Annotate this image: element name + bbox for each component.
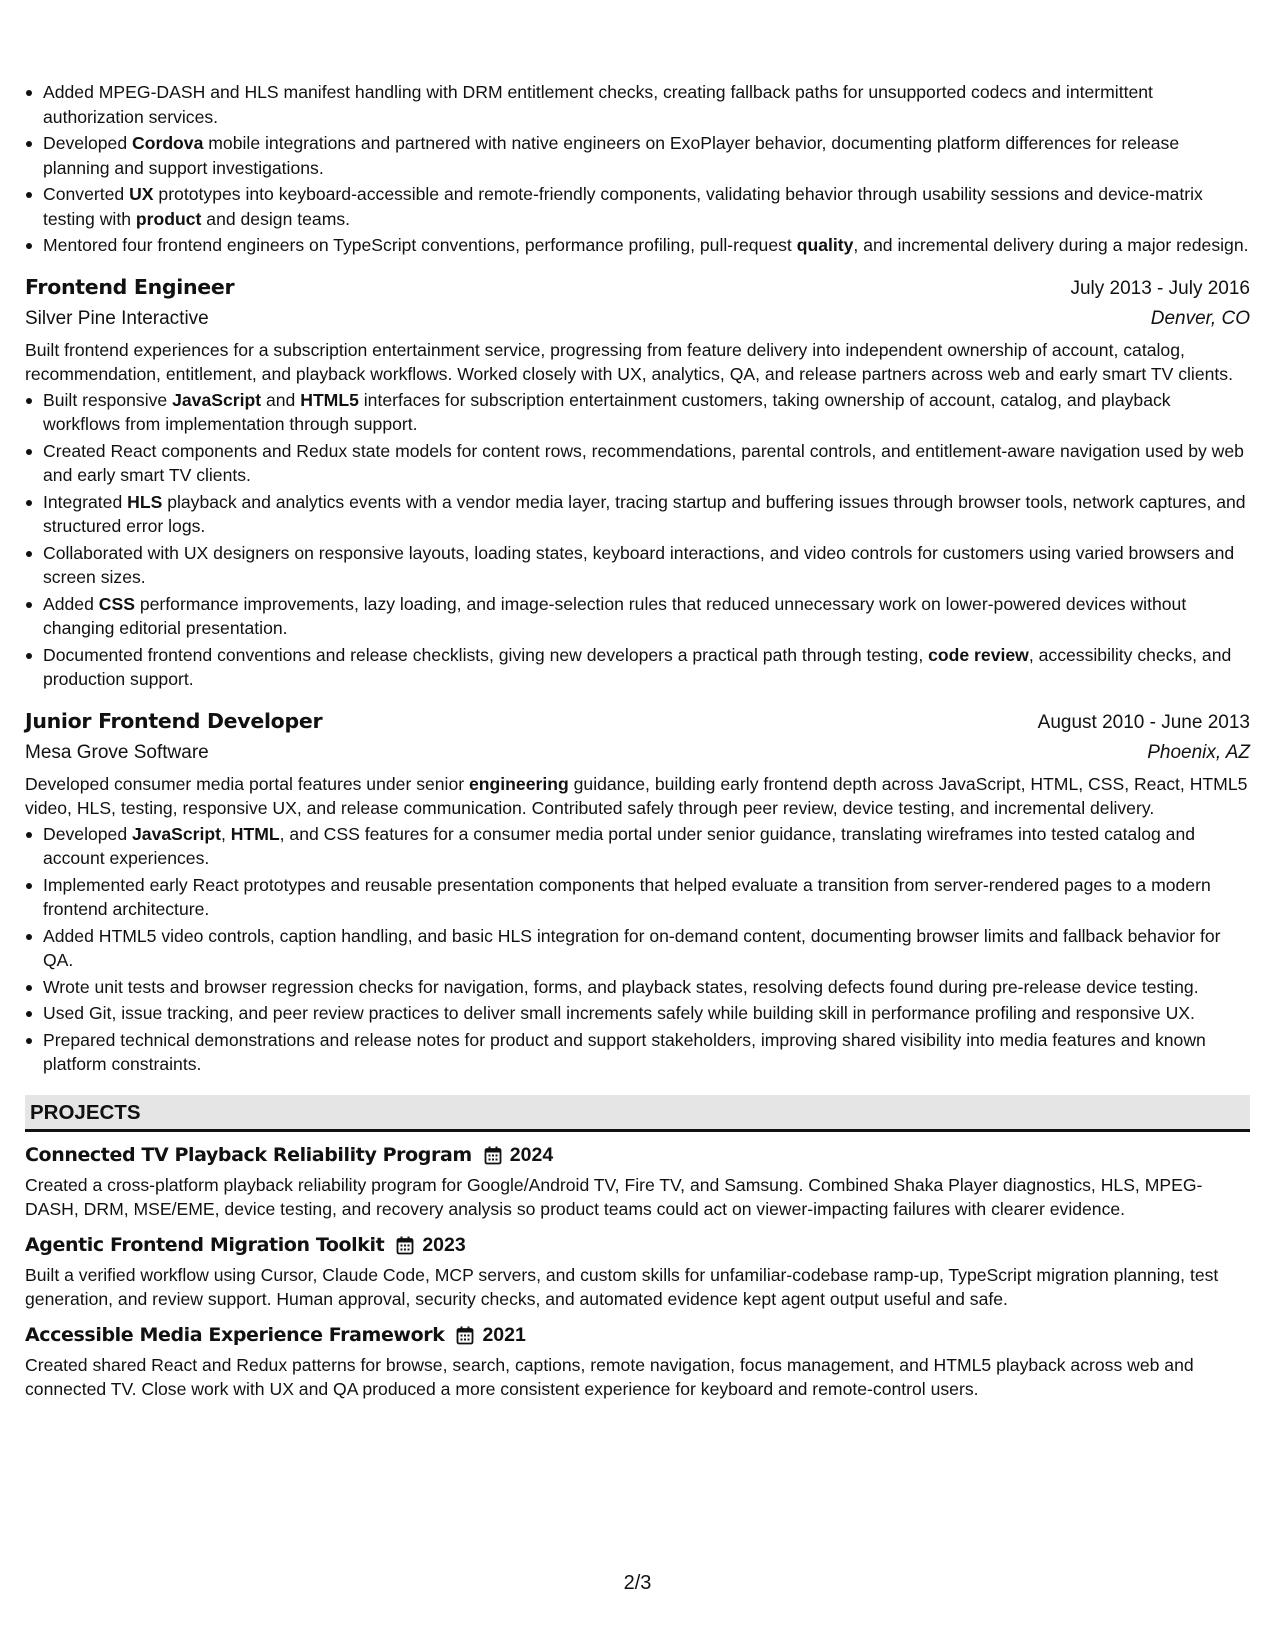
project-description: Created a cross-platform playback reliability program for Google/Android TV, Fire TV, and Samsung. Combined Shaka Player diagnostics, HLS, MPEG-DASH, DRM, MSE/EME, device testing, and recovery analysis so product teams could act on viewer-impacting failures with clearer evidence. bbox=[25, 1174, 1203, 1219]
bullet-item: Converted UX prototypes into keyboard-accessible and remote-friendly components, validating behavior through usability sessions and device-matrix testing with product and design teams. bbox=[25, 182, 1250, 231]
bullet-item: Added HTML5 video controls, caption handling, and basic HLS integration for on-demand content, documenting browser limits and fallback behavior for QA. bbox=[25, 924, 1250, 973]
project-entry bbox=[25, 1321, 1250, 1402]
project-entry bbox=[25, 1231, 1250, 1312]
job-title: Junior Frontend Developer bbox=[25, 708, 323, 733]
bullet-item: Built responsive JavaScript and HTML5 interfaces for subscription entertainment customers, taking ownership of account, catalog, and playback workflows from implementation through support. bbox=[25, 388, 1250, 437]
job-dates: August 2010 - June 2013 bbox=[1037, 711, 1250, 733]
project-year: 2021 bbox=[482, 1324, 526, 1347]
bullet-item: Collaborated with UX designers on responsive layouts, loading states, keyboard interactions, and video controls for customers using varied browsers and screen sizes. bbox=[25, 541, 1250, 590]
project-year: 2023 bbox=[422, 1234, 466, 1257]
job-header bbox=[25, 272, 1250, 304]
project-header bbox=[25, 1231, 1250, 1261]
calendar-icon bbox=[456, 1326, 474, 1345]
bullet-item: Developed Cordova mobile integrations and partnered with native engineers on ExoPlayer behavior, documenting platform differences for release planning and support investigations. bbox=[25, 131, 1250, 180]
bullet-item: Added MPEG-DASH and HLS manifest handling with DRM entitlement checks, creating fallback paths for unsupported codecs and intermittent authorization services. bbox=[25, 80, 1250, 129]
bullet-item: Prepared technical demonstrations and release notes for product and support stakeholders, improving shared visibility into media features and known platform constraints. bbox=[25, 1028, 1250, 1077]
job-bullets bbox=[25, 822, 1250, 1077]
project-header bbox=[25, 1321, 1250, 1351]
project-description: Created shared React and Redux patterns for browse, search, captions, remote navigation, focus management, and HTML5 playback across web and connected TV. Close work with UX and QA produced a more consistent experience for keyboard and remote-control users. bbox=[25, 1354, 1194, 1399]
job-location: Denver, CO bbox=[1150, 307, 1250, 329]
page-number: 2/3 bbox=[623, 1572, 652, 1594]
bullet-item: Wrote unit tests and browser regression checks for navigation, forms, and playback states, resolving defects found during pre-release device testing. bbox=[25, 975, 1250, 1000]
project-name: Accessible Media Experience Framework bbox=[25, 1324, 445, 1347]
bullet-item: Mentored four frontend engineers on TypeScript conventions, performance profiling, pull-request quality, and incremental delivery during a major redesign. bbox=[25, 233, 1250, 258]
projects-section-heading: PROJECTS bbox=[25, 1095, 1250, 1132]
bullet-item: Used Git, issue tracking, and peer review practices to deliver small increments safely while building skill in performance profiling and responsive UX. bbox=[25, 1001, 1250, 1026]
bullet-item: Documented frontend conventions and release checklists, giving new developers a practical path through testing, code review, accessibility checks, and production support. bbox=[25, 643, 1250, 692]
bullet-item: Added CSS performance improvements, lazy loading, and image-selection rules that reduced unnecessary work on lower-powered devices without changing editorial presentation. bbox=[25, 592, 1250, 641]
bullet-item: Implemented early React prototypes and reusable presentation components that helped evaluate a transition from server-rendered pages to a modern frontend architecture. bbox=[25, 873, 1250, 922]
job-title: Frontend Engineer bbox=[25, 274, 235, 299]
job-entry bbox=[25, 706, 1250, 1077]
bullet-item: Integrated HLS playback and analytics events with a vendor media layer, tracing startup and buffering issues through browser tools, network captures, and structured error logs. bbox=[25, 490, 1250, 539]
job-header bbox=[25, 706, 1250, 738]
previous-job-bullets bbox=[25, 80, 1250, 258]
calendar-icon bbox=[484, 1146, 502, 1165]
project-year: 2024 bbox=[509, 1144, 554, 1167]
project-description: Built a verified workflow using Cursor, Claude Code, MCP servers, and custom skills for unfamiliar-codebase ramp-up, TypeScript migration planning, test generation, and review support. Human approval, security checks, and automated evidence kept agent output useful and safe. bbox=[25, 1264, 1219, 1309]
bullet-item: Developed JavaScript, HTML, and CSS features for a consumer media portal under senior guidance, translating wireframes into tested catalog and account experiences. bbox=[25, 822, 1250, 871]
job-subheader bbox=[25, 738, 1250, 768]
project-name: Connected TV Playback Reliability Program bbox=[25, 1144, 472, 1167]
job-summary: Developed consumer media portal features under senior engineering guidance, building early frontend depth across JavaScript, HTML, CSS, React, HTML5 video, HLS, testing, responsive UX, and release communication. Contributed safely through peer review, device testing, and incremental delivery. bbox=[25, 773, 1248, 818]
calendar-icon bbox=[396, 1236, 414, 1255]
job-subheader bbox=[25, 304, 1250, 334]
project-name: Agentic Frontend Migration Toolkit bbox=[25, 1234, 385, 1257]
job-company: Silver Pine Interactive bbox=[25, 307, 209, 329]
project-entry bbox=[25, 1141, 1250, 1222]
job-summary: Built frontend experiences for a subscription entertainment service, progressing from feature delivery into independent ownership of account, catalog, recommendation, entitlement, and playback workflows. Worked closely with UX, analytics, QA, and release partners across web and early smart TV clients. bbox=[25, 339, 1233, 384]
project-header bbox=[25, 1141, 1250, 1171]
page-content bbox=[25, 80, 1250, 1402]
job-company: Mesa Grove Software bbox=[25, 741, 209, 763]
job-entry bbox=[25, 272, 1250, 692]
bullet-item: Created React components and Redux state models for content rows, recommendations, parental controls, and entitlement-aware navigation used by web and early smart TV clients. bbox=[25, 439, 1250, 488]
job-dates: July 2013 - July 2016 bbox=[1070, 277, 1250, 299]
job-bullets bbox=[25, 388, 1250, 692]
job-location: Phoenix, AZ bbox=[1147, 741, 1250, 763]
